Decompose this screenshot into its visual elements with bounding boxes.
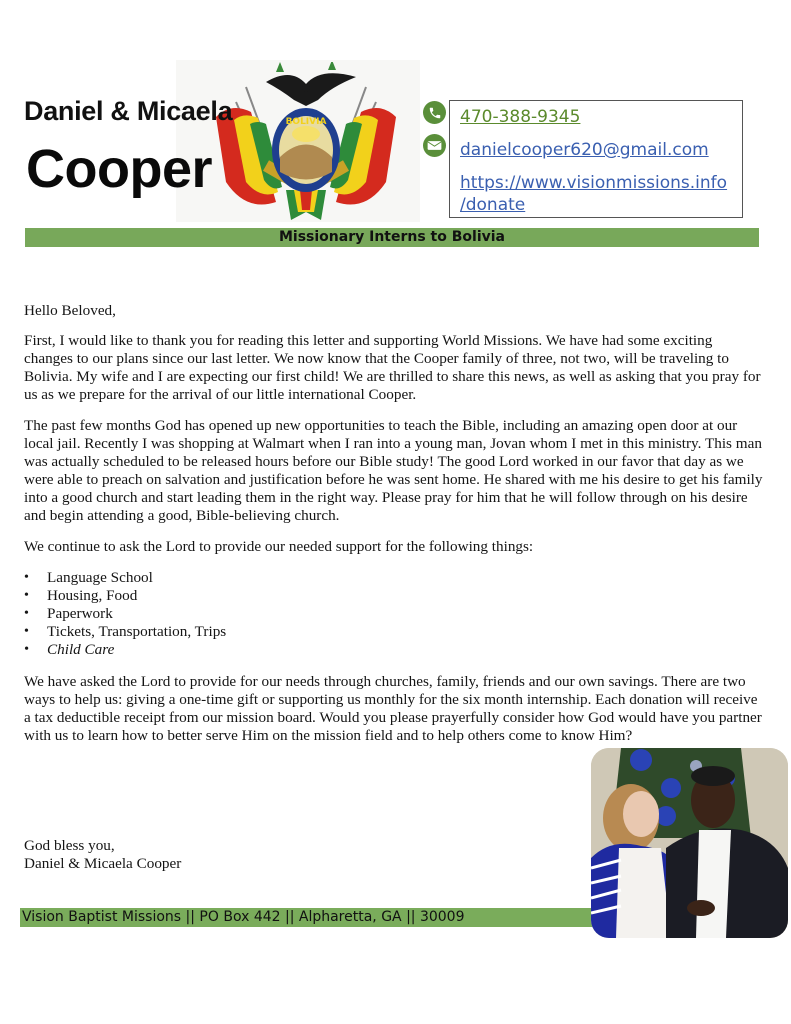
list-item: • Paperwork — [24, 605, 764, 623]
couple-photo — [591, 748, 788, 938]
signature: Daniel & Micaela Cooper — [24, 855, 182, 872]
subtitle-banner: Missionary Interns to Bolivia — [25, 228, 759, 247]
bolivia-coat-of-arms-icon — [206, 62, 406, 222]
header-surname: Cooper — [26, 139, 212, 199]
paragraph-1: First, I would like to thank you for reading this letter and supporting World Missions. We have had some exciting changes to our plans since our last letter. We now know that the Cooper family of three, not two, will be traveling to Bolivia. My wife and I are expecting our first child! We are thrilled to share this news, as well as asking that you pray for us as we prepare for the arrival of our little international Cooper. — [24, 332, 761, 403]
letter-body — [24, 302, 764, 758]
donate-link-line2: /donate — [460, 195, 526, 215]
signature-block — [24, 837, 181, 873]
paragraph-2: The past few months God has opened up new opportunities to teach the Bible, including an amazing open door at our local jail. Recently I was shopping at Walmart when I ran into a young man, Jovan whom I met in this ministry. This man was actually scheduled to be released hours before our Bible study! The good Lord worked in our favor that day as we were able to preach on salvation and justification before he was sent home. He shared with me his desire to get his family into a good church and start leading them in the right way. Please pray for him that he will follow through on his desire and begin attending a good, Bible-believing church. — [24, 417, 763, 524]
phone-icon — [423, 101, 446, 124]
list-item: • Child Care — [24, 641, 764, 659]
donate-link[interactable] — [460, 172, 742, 216]
couple-photo-illustration — [591, 748, 788, 938]
footer-address-bar: Vision Baptist Missions || PO Box 442 || Alpharetta, GA || 30009 — [20, 908, 600, 927]
list-item: • Housing, Food — [24, 587, 764, 605]
needs-list — [24, 569, 764, 659]
envelope-icon — [423, 134, 446, 157]
signoff: God bless you, — [24, 837, 115, 854]
greeting: Hello Beloved, — [24, 302, 116, 319]
list-item: • Language School — [24, 569, 764, 587]
paragraph-3: We continue to ask the Lord to provide our needed support for the following things: — [24, 538, 534, 555]
svg-text:BOLIVIA: BOLIVIA — [285, 117, 327, 127]
donate-link-line1: https://www.visionmissions.info — [460, 173, 728, 193]
phone-link[interactable]: 470-388-9345 — [460, 107, 581, 127]
contact-box — [449, 100, 743, 218]
header-names: Daniel & Micaela — [24, 96, 233, 126]
list-item: • Tickets, Transportation, Trips — [24, 623, 764, 641]
email-link[interactable]: danielcooper620@gmail.com — [460, 140, 709, 160]
contact-icons — [423, 101, 446, 167]
paragraph-4: We have asked the Lord to provide for our needs through churches, family, friends and our own savings. There are two ways to help us: giving a one-time gift or supporting us monthly for the six month internship. Each donation will receive a tax deductible receipt from our mission board. Would you please prayerfully consider how God would have you partner with us to learn how to better serve Him on the mission field and to help others come to know Him? — [24, 673, 762, 744]
